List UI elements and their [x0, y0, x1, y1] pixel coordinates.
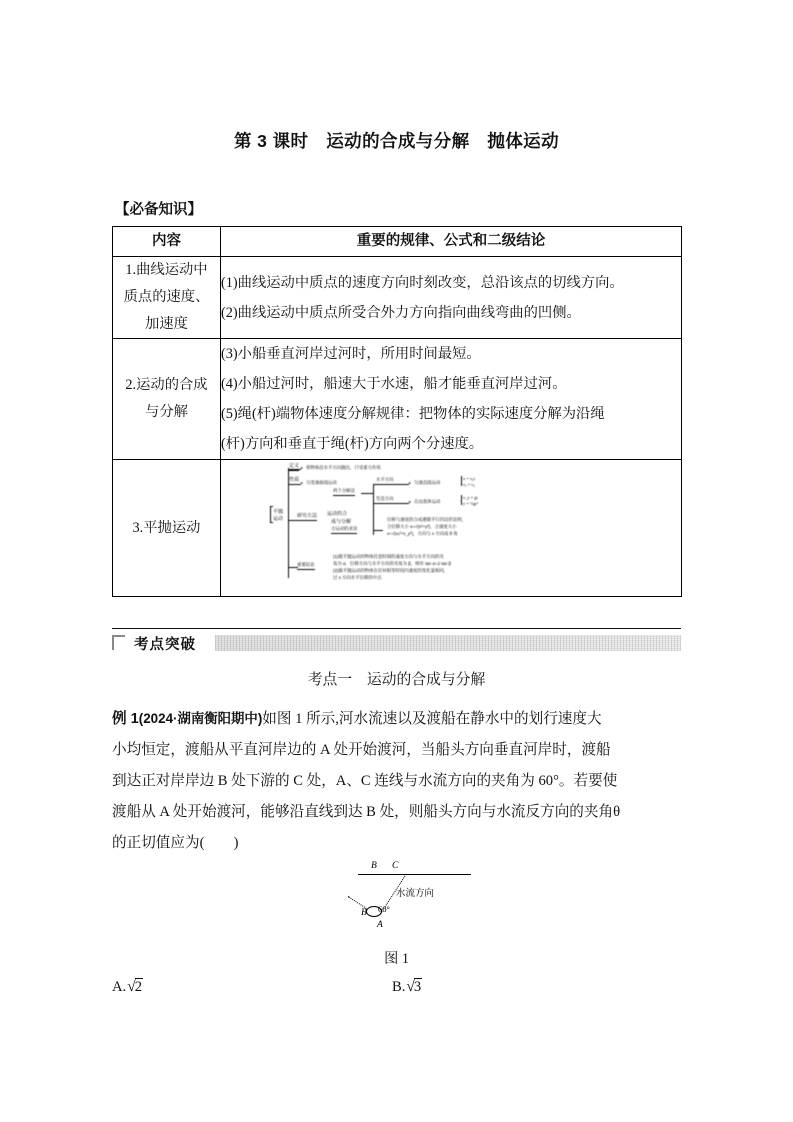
option-a-value: 2	[134, 979, 143, 995]
mindmap-branch3-label: 研究方法	[297, 513, 318, 519]
mindmap-horizontal-formula-1: x = v₀t	[463, 476, 475, 481]
question-line-4: 渡船从 A 处开始渡河，能够沿直线到达 B 处，则船头方向与水流反方向的夹角θ	[112, 804, 621, 820]
question-source: (2024·湖南衡阳期中)	[138, 711, 263, 726]
figure-label-c: C	[392, 861, 399, 871]
mindmap-branch1-arrow-icon	[301, 467, 303, 469]
mindmap-vertical-formula-2: y = ½gt²	[463, 501, 478, 506]
mindmap-vertical-arrow-icon	[409, 501, 411, 503]
water-flow-direction-label: 水流方向	[396, 888, 435, 899]
mindmap-vertical-formula-brace	[461, 495, 462, 505]
option-b-sqrt	[405, 978, 422, 996]
mindmap-branch1-text: 将物体沿水平方向抛出，只受重力作用	[306, 465, 381, 470]
mindmap-branch1-label: 定义	[289, 463, 300, 469]
row3-content: 3.平抛运动	[113, 460, 221, 597]
mindmap-resultant-text-line3: v=√(vₓ²+v_y²)，方向与 x 方向成 θ 角	[387, 531, 458, 536]
option-b[interactable]	[392, 978, 422, 996]
mindmap-branch4-text-line3: (2)做平抛运动的物体在任何相等时间内速度的变化量相同，	[333, 568, 449, 573]
option-a-sqrt	[126, 978, 143, 996]
boat-heading-dotted-line	[348, 896, 367, 909]
mindmap-vertical-label: 竖直方向	[376, 496, 394, 504]
question-text-1: 如图 1 所示,河水流速以及渡船在静水中的划行速度大	[262, 711, 602, 727]
mindmap-root-bracket-top	[270, 506, 273, 507]
mindmap-sub-connector-a	[361, 493, 373, 494]
question-body	[112, 703, 684, 859]
option-b-value: 3	[413, 979, 422, 995]
river-bank-line	[358, 874, 471, 875]
row3-detail	[221, 460, 682, 597]
mindmap-sub-label-decompose: 两个分解法	[333, 488, 355, 496]
mindmap-branch4-text-line4: 过 x 方向水平位移的中点	[333, 575, 382, 580]
radical-icon: √	[127, 978, 136, 995]
figure-caption: 图 1	[384, 951, 409, 967]
row2-detail: (3)小船垂直河岸过河时，所用时间最短。 (4)小船过河时，船速大于水速，船才能垂直河岸过河。 (5)绳(杆)端物体速度分解规律：把物体的实际速度分解为沿绳 (杆)方向和垂直于绳(杆)方向两个分速度。	[221, 339, 682, 460]
figure-1-diagram	[330, 858, 500, 946]
mindmap-branch3-text-line2: 成与分解	[331, 519, 352, 525]
mindmap-horizontal-riser	[373, 484, 374, 493]
mindmap-horizontal-arrow-icon	[409, 482, 411, 484]
corner-bracket-icon	[112, 635, 125, 650]
section-band-title: 考点突破	[134, 637, 196, 653]
figure-label-b: B	[371, 861, 377, 871]
mindmap-horizontal-formula-2: vₓ = v₀	[463, 482, 475, 487]
mindmap-branch2-text: 匀变速曲线运动	[306, 480, 337, 485]
mindmap-resultant-connector	[373, 530, 383, 531]
option-b-key: B.	[392, 979, 406, 995]
table-row	[113, 460, 682, 597]
mindmap-resultant-text-line1: 位移与速度的合成遵循平行四边形法则，	[387, 517, 467, 522]
figure-angle-label: 60°	[378, 904, 390, 914]
mindmap-resultant-label: 合运动的求法	[331, 526, 357, 534]
section-band-bar	[215, 635, 681, 651]
mindmap-horizontal-text: 匀速直线运动	[414, 480, 441, 485]
table-header-content: 内容	[113, 227, 221, 257]
page-title: 第 3 课时 运动的合成与分解 抛体运动	[234, 131, 559, 151]
row1-detail: (1)曲线运动中质点的速度方向时刻改变，总沿该点的切线方向。 (2)曲线运动中质点所受合外力方向指向曲线弯曲的凹侧。	[221, 257, 682, 339]
option-a[interactable]	[112, 978, 143, 996]
mindmap-resultant-text-line2: 合位移大小 s=√(x²+y²)，合速度大小	[387, 524, 457, 529]
section-band	[112, 633, 681, 654]
radical-icon: √	[406, 978, 415, 995]
question-line-2: 小均恒定，渡船从平直河岸边的 A 处开始渡河，当船头方向垂直河岸时，渡船	[112, 742, 611, 758]
mindmap-branch3-text-line1: 运动的合	[327, 511, 348, 517]
section-divider	[112, 628, 681, 629]
mindmap-root-bracket-bottom	[270, 522, 273, 523]
table-header-row	[113, 227, 682, 257]
mindmap-root-bracket	[270, 506, 271, 522]
mindmap-vertical-text: 自由落体运动	[414, 499, 441, 504]
figure-label-a: A	[377, 920, 383, 930]
mindmap-branch2-label: 性质	[289, 477, 300, 483]
exam-point-heading: 考点一 运动的合成与分解	[307, 672, 486, 688]
mindmap-branch4-label: 重要结论	[297, 562, 315, 570]
mindmap-horizontal-label: 水平方向	[376, 477, 394, 485]
table-row	[113, 339, 682, 460]
table-row	[113, 257, 682, 339]
mindmap-sub-spine	[373, 490, 374, 535]
mindmap-vertical-formula-1: v_y = gt	[463, 495, 478, 500]
projectile-motion-mindmap-diagram	[221, 460, 682, 596]
question-line-5: 的正切值应为( )	[112, 835, 239, 851]
mindmap-branch2-arrow-icon	[301, 482, 303, 484]
option-a-key: A.	[112, 979, 127, 995]
knowledge-table	[112, 226, 682, 597]
figure-label-b-lower: B	[361, 908, 367, 918]
mindmap-horizontal-formula-brace	[461, 476, 462, 486]
question-line-3: 到达正对岸岸边 B 处下游的 C 处，A、C 连线与水流方向的夹角为 60°。若要使	[112, 773, 618, 789]
question-lead: 例 1	[112, 711, 139, 727]
must-know-heading: 【必备知识】	[115, 202, 202, 218]
table-header-detail: 重要的规律、公式和二级结论	[221, 227, 682, 257]
mindmap-root-label-line1: 平抛	[273, 509, 284, 515]
mindmap-root-label-line2: 运动	[273, 516, 284, 522]
row2-content: 2.运动的合成 与分解	[113, 339, 221, 460]
question-line-1	[112, 703, 684, 735]
mindmap-branch4-text-line1: (1)做平抛运动的物体任意时刻的速度方向与水平方向的夹	[333, 554, 444, 559]
mindmap-branch4-text-line2: 角为 α，位移方向与水平方向的夹角为 β，则有 tan α=2 tan β	[333, 561, 452, 566]
row1-content: 1.曲线运动中 质点的速度、 加速度	[113, 257, 221, 339]
